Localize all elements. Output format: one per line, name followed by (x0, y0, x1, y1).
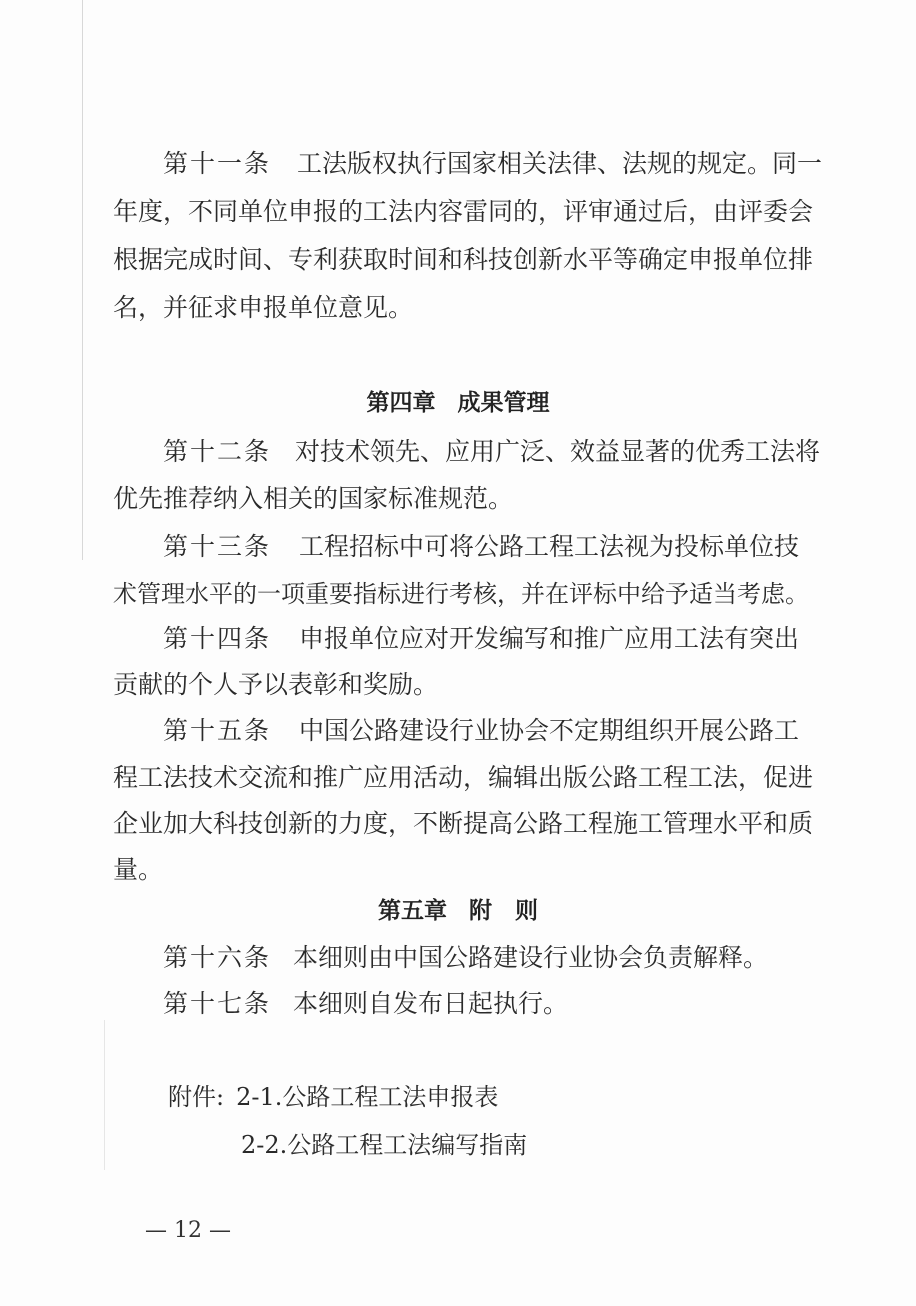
article-15-line-1 (163, 716, 916, 746)
chapter-name: 附 则 (469, 898, 538, 924)
article-12-line-1 (163, 437, 916, 467)
article-number: 第十五条 (163, 716, 272, 745)
article-number: 第十一条 (163, 149, 272, 178)
article-16-line-1 (163, 943, 916, 973)
page-number: — 12 — (145, 1218, 231, 1243)
chapter-title: 第四章 (366, 390, 436, 416)
article-number: 第十二条 (163, 437, 272, 466)
article-15-line-2: 程工法技术交流和推广应用活动，编辑出版公路工程工法，促进 (113, 763, 814, 792)
article-text: 对技术领先、应用广泛、效益显著的优秀工法将 (295, 437, 821, 466)
article-13-line-1 (163, 532, 916, 562)
article-13-line-2: 术管理水平的一项重要指标进行考核，并在评标中给予适当考虑。 (113, 580, 809, 608)
article-14-line-2: 贡献的个人予以表彰和奖励。 (113, 670, 439, 699)
article-text: 中国公路建设行业协会不定期组织开展公路工 (299, 716, 800, 745)
article-text: 工法版权执行国家相关法律、法规的规定。同一 (297, 149, 823, 178)
chapter-name: 成果管理 (457, 390, 550, 416)
article-text: 工程招标中可将公路工程工法视为投标单位技 (299, 532, 800, 561)
article-text: 本细则自发布日起执行。 (293, 989, 569, 1018)
attachment-item: 2-1.公路工程工法申报表 (236, 1083, 499, 1111)
article-number: 第十三条 (163, 532, 272, 561)
attachments-line-2 (241, 1130, 527, 1160)
article-15-line-4: 量。 (113, 855, 164, 884)
article-number: 第十四条 (163, 624, 272, 653)
article-14-line-1 (163, 624, 916, 654)
article-11-line-2: 年度，不同单位申报的工法内容雷同的，评审通过后，由评委会 (113, 197, 814, 226)
scan-artifact (82, 0, 83, 560)
article-11-line-3: 根据完成时间、专利获取时间和科技创新水平等确定申报单位排 (113, 245, 814, 274)
article-11-line-4: 名，并征求申报单位意见。 (113, 293, 414, 322)
attachments-label: 附件: (168, 1083, 225, 1111)
chapter-5-heading (0, 896, 916, 926)
article-text: 本细则由中国公路建设行业协会负责解释。 (293, 943, 769, 972)
article-12-line-2: 优先推荐纳入相关的国家标准规范。 (113, 484, 514, 513)
chapter-title: 第五章 (378, 898, 447, 924)
attachment-item: 2-2.公路工程工法编写指南 (241, 1131, 528, 1159)
article-15-line-3: 企业加大科技创新的力度，不断提高公路工程施工管理水平和质 (113, 809, 814, 838)
article-number: 第十六条 (163, 943, 272, 972)
chapter-4-heading (0, 388, 916, 418)
scan-artifact (104, 1020, 105, 1170)
article-17-line-1 (163, 989, 916, 1019)
article-11-line-1 (163, 149, 916, 179)
attachments-line-1 (168, 1082, 498, 1112)
article-text: 申报单位应对开发编写和推广应用工法有突出 (299, 624, 800, 653)
article-number: 第十七条 (163, 989, 272, 1018)
